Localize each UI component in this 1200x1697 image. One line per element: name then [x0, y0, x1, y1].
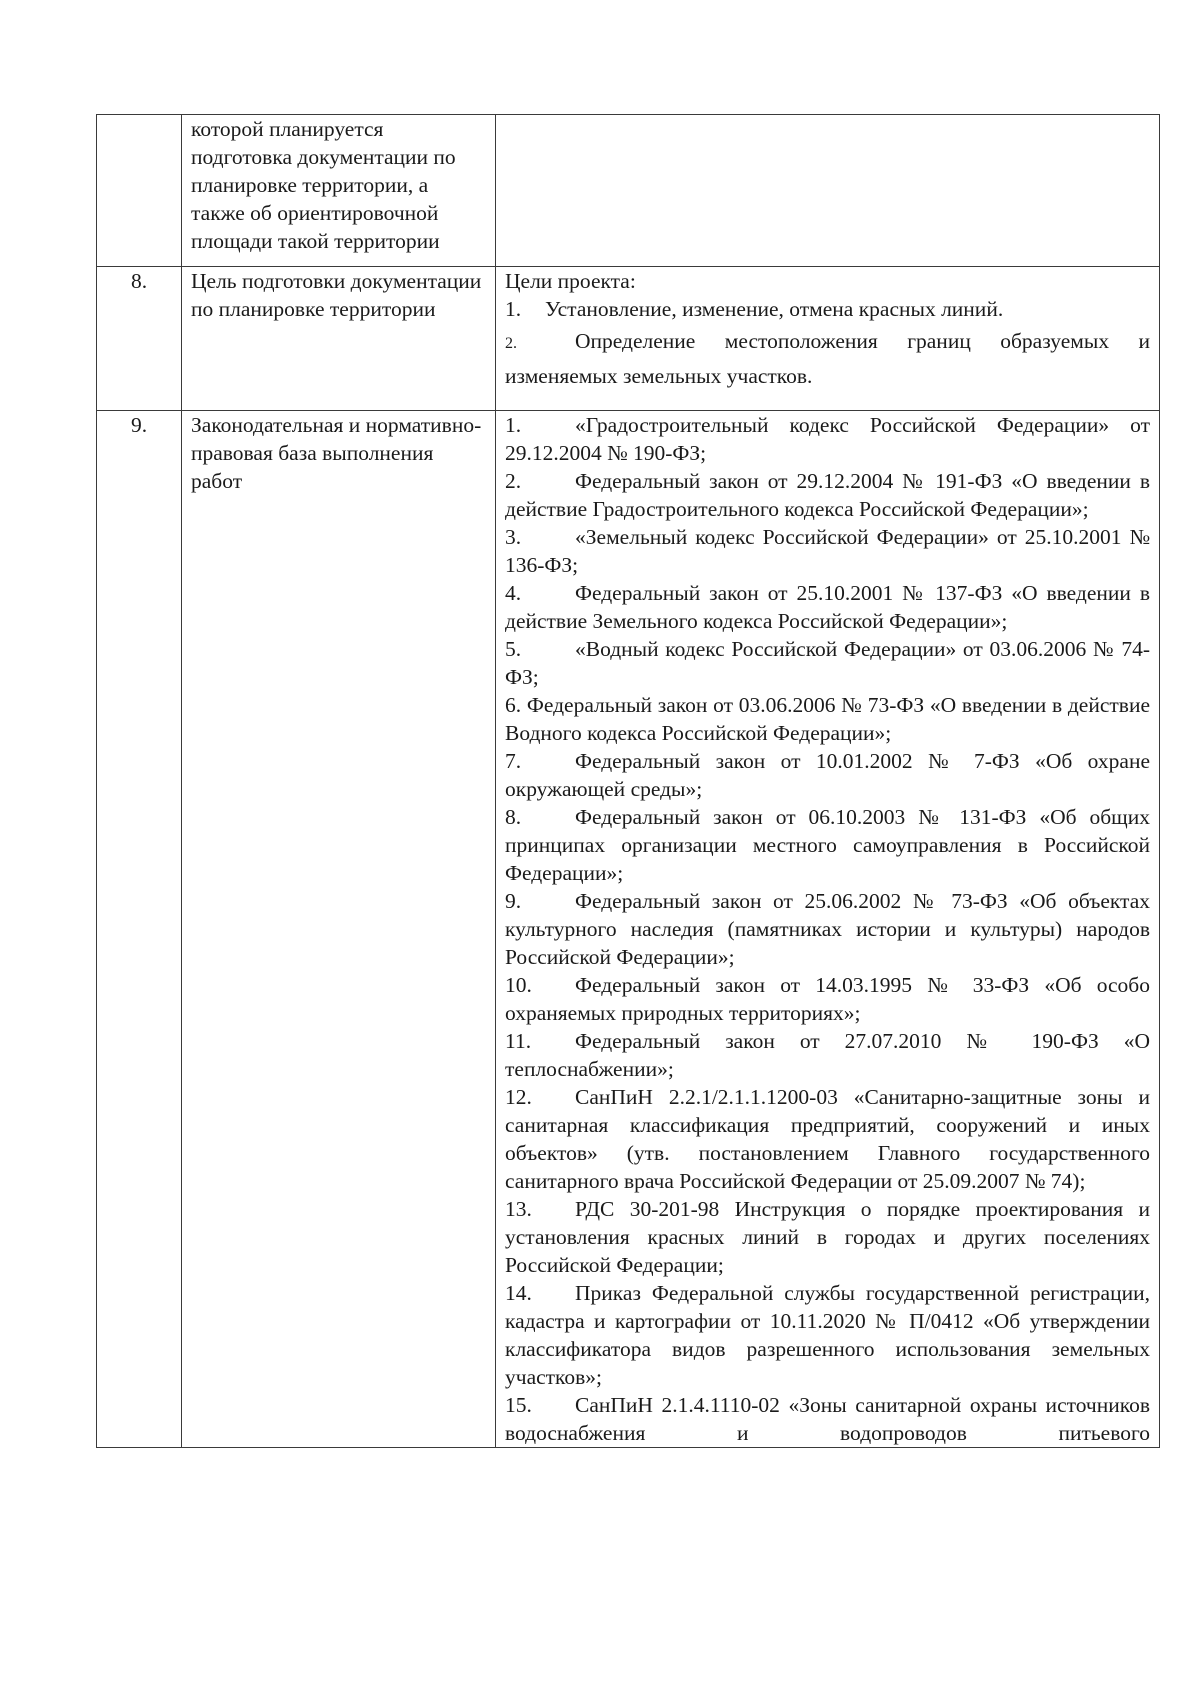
list-item-number: 2.: [505, 469, 522, 493]
table-row: [97, 411, 1160, 1448]
list-item: [505, 803, 1150, 887]
requirements-table: [96, 114, 1160, 1448]
list-item: [505, 411, 1150, 467]
list-item-number: 12.: [505, 1085, 532, 1109]
list-item-number: 11.: [505, 1029, 532, 1053]
list-item: [505, 635, 1150, 691]
row-number: 8.: [97, 267, 182, 411]
list-item-text: «Градостроительный кодекс Российской Федерации» от 29.12.2004 № 190-ФЗ;: [505, 413, 1150, 465]
list-item-text: Федеральный закон от 14.03.1995 № 33-ФЗ «Об особо охраняемых природных территориях»;: [505, 973, 1150, 1025]
list-item: [505, 1391, 1150, 1447]
row-content: [496, 267, 1160, 411]
list-item: [505, 295, 1150, 323]
list-item: [505, 467, 1150, 523]
list-item: [505, 747, 1150, 803]
table-row: [97, 267, 1160, 411]
list-item-text: СанПиН 2.2.1/2.1.1.1200-03 «Санитарно-защитные зоны и санитарная классификация предприятий, сооружений и иных объектов» (утв. постановлением Главного государственного санитарного врача Российской Федерации от 25.09.2007 № 74);: [505, 1085, 1150, 1193]
row-description: Законодательная и нормативно-правовая база выполнения работ: [182, 411, 496, 1448]
list-item: [505, 1027, 1150, 1083]
list-item-text: «Земельный кодекс Российской Федерации» от 25.10.2001 № 136-ФЗ;: [505, 525, 1150, 577]
list-item-number: 7.: [505, 749, 522, 773]
list-item: [505, 1279, 1150, 1391]
list-item: [505, 1083, 1150, 1195]
list-item-number: 4.: [505, 581, 522, 605]
list-item-text: Федеральный закон от 25.06.2002 № 73-ФЗ «Об объектах культурного наследия (памятниках истории и культуры) народов Российской Федерации»;: [505, 889, 1150, 969]
row-content: [496, 115, 1160, 267]
legal-basis-list: [505, 411, 1150, 1447]
list-item: [505, 971, 1150, 1027]
row-description: которой планируется подготовка документации по планировке территории, а также об ориентировочной площади такой территории: [182, 115, 496, 267]
list-item-text: Федеральный закон от 03.06.2006 № 73-ФЗ «О введении в действие Водного кодекса Российской Федерации»;: [505, 693, 1150, 745]
list-item-text: «Водный кодекс Российской Федерации» от 03.06.2006 № 74-ФЗ;: [505, 637, 1150, 689]
list-item-text: Федеральный закон от 10.01.2002 № 7-ФЗ «Об охране окружающей среды»;: [505, 749, 1150, 801]
list-item-number: 3.: [505, 525, 522, 549]
list-item-text: Федеральный закон от 29.12.2004 № 191-ФЗ «О введении в действие Градостроительного кодекса Российской Федерации»;: [505, 469, 1150, 521]
list-item-number: 10.: [505, 973, 532, 997]
list-item: [505, 579, 1150, 635]
list-item-number: 1.: [505, 413, 522, 437]
row-content: [496, 411, 1160, 1448]
list-item: [505, 523, 1150, 579]
content-title: Цели проекта:: [505, 269, 636, 293]
list-item-number: 14.: [505, 1281, 532, 1305]
row-number: [97, 115, 182, 267]
list-item-text: Федеральный закон от 06.10.2003 № 131-ФЗ «Об общих принципах организации местного самоуправления в Российской Федерации»;: [505, 805, 1150, 885]
list-item-number: 8.: [505, 805, 522, 829]
list-item: [505, 1195, 1150, 1279]
list-item-text: Федеральный закон от 25.10.2001 № 137-ФЗ «О введении в действие Земельного кодекса Российской Федерации»;: [505, 581, 1150, 633]
list-item-text: Определение местоположения границ образуемых и изменяемых земельных участков.: [505, 329, 1150, 388]
list-item: [505, 691, 1150, 747]
list-item-text: СанПиН 2.1.4.1110-02 «Зоны санитарной охраны источников водоснабжения и водопроводов питьевого: [505, 1393, 1150, 1445]
list-item: [505, 325, 1150, 392]
list-item-text: Установление, изменение, отмена красных линий.: [545, 297, 1004, 321]
list-item-text: Приказ Федеральной службы государственной регистрации, кадастра и картографии от 10.11.2020 № П/0412 «Об утверждении классификатора видов разрешенного использования земельных участков»;: [505, 1281, 1150, 1389]
list-item-number: 6.: [505, 693, 522, 717]
list-item-number: 9.: [505, 889, 522, 913]
list-item-text: РДС 30-201-98 Инструкция о порядке проектирования и установления красных линий в городах и других поселениях Российской Федерации;: [505, 1197, 1150, 1277]
list-item-text: Федеральный закон от 27.07.2010 № 190-ФЗ «О теплоснабжении»;: [505, 1029, 1150, 1081]
list-item-number: 5.: [505, 637, 522, 661]
row-number: 9.: [97, 411, 182, 1448]
table-row: [97, 115, 1160, 267]
list-item: [505, 887, 1150, 971]
row-description: Цель подготовки документации по планировке территории: [182, 267, 496, 411]
list-item-number: 1.: [505, 297, 522, 321]
list-item-number: 13.: [505, 1197, 532, 1221]
list-item-number: 2.: [505, 335, 517, 352]
list-item-number: 15.: [505, 1393, 532, 1417]
